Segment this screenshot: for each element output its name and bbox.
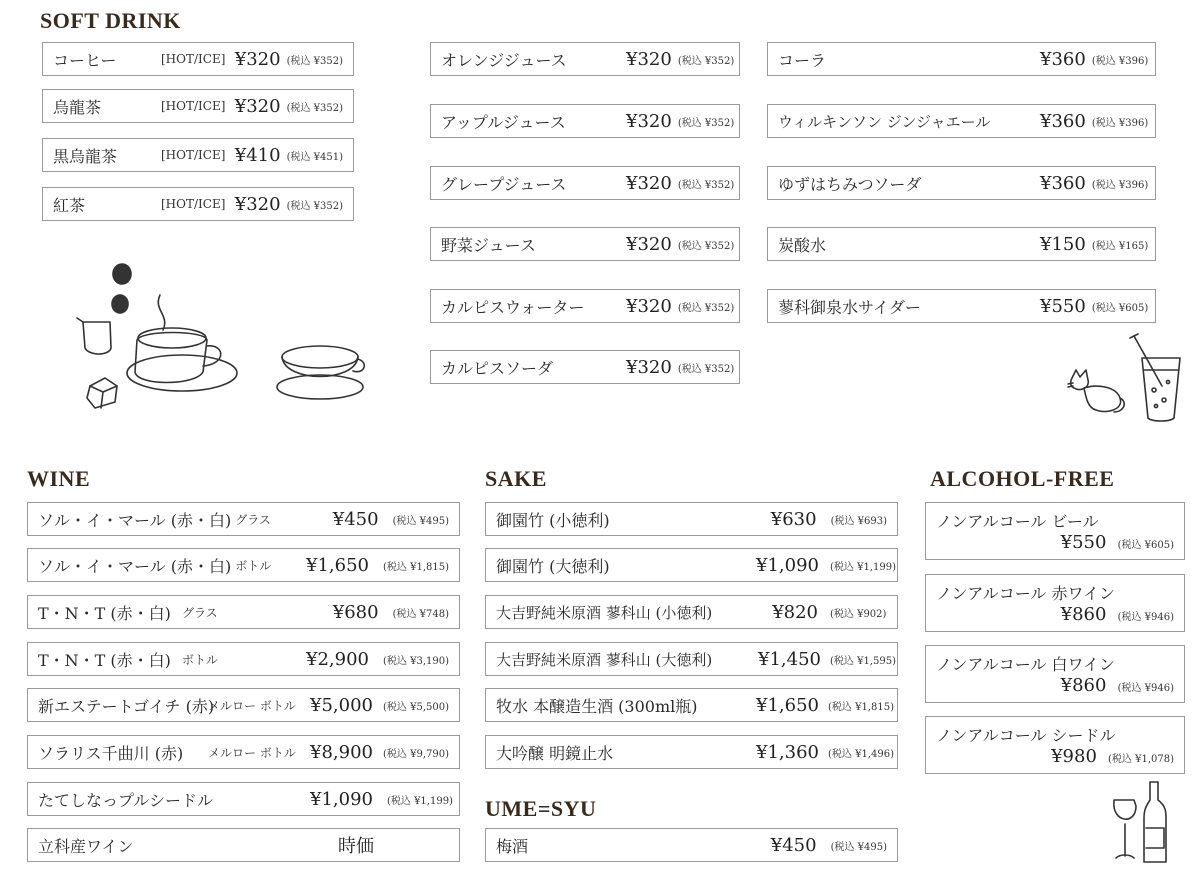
item-name: アップルジュース — [441, 112, 566, 132]
coffee-set-icon — [75, 260, 245, 420]
item-tax-price: (税込 ¥902) — [830, 608, 887, 620]
item-name: 黒烏龍茶 — [53, 146, 118, 166]
menu-item — [485, 595, 898, 629]
item-tax-price: (税込 ¥451) — [286, 151, 343, 163]
menu-item — [27, 548, 460, 582]
menu-item — [430, 350, 740, 384]
item-name: 大吉野純米原酒 蓼科山 (小徳利) — [496, 603, 713, 622]
item-tax-price: (税込 ¥352) — [677, 55, 735, 67]
item-tax-price: (税込 ¥1,496) — [828, 748, 894, 760]
wine-title: WINE — [27, 466, 91, 491]
item-name: 紅茶 — [53, 195, 86, 215]
item-price: ¥1,090 — [310, 788, 373, 810]
item-tax-price: (税込 ¥396) — [1091, 55, 1149, 67]
menu-item — [767, 227, 1156, 261]
item-tax-price: (税込 ¥9,790) — [383, 748, 449, 760]
item-name: ゆずはちみつソーダ — [778, 174, 922, 194]
item-name: カルピスソーダ — [441, 358, 554, 378]
menu-item — [925, 716, 1185, 774]
item-name: コーヒー — [53, 50, 117, 70]
item-option: [HOT/ICE] — [161, 52, 226, 66]
menu-item — [27, 502, 460, 536]
item-price: ¥450 — [332, 508, 379, 530]
item-name: ノンアルコール 赤ワイン — [936, 584, 1116, 603]
item-price: ¥360 — [1040, 110, 1086, 132]
item-tax-price: (税込 ¥352) — [677, 302, 735, 314]
item-name: ノンアルコール 白ワイン — [936, 655, 1116, 674]
menu-item — [430, 104, 740, 138]
item-name: T・N・T (赤・白) — [38, 650, 171, 670]
item-price-row — [936, 604, 1174, 625]
menu-item — [485, 642, 898, 676]
menu-item — [430, 166, 740, 200]
menu-item — [767, 42, 1156, 76]
menu-item — [27, 642, 460, 676]
item-tax-price: (税込 ¥396) — [1091, 179, 1149, 191]
item-price: ¥1,090 — [756, 554, 819, 576]
item-tax-price: (税込 ¥1,199) — [830, 561, 896, 573]
menu-item — [485, 735, 898, 769]
alcohol-free-title: ALCOHOL-FREE — [930, 466, 1115, 491]
item-price: ¥360 — [1040, 48, 1086, 70]
menu-item — [42, 187, 354, 221]
item-name: グレープジュース — [441, 174, 567, 194]
menu-item — [430, 289, 740, 323]
item-tax-price: (税込 ¥5,500) — [383, 701, 449, 713]
teacup-icon — [273, 335, 368, 405]
item-tax-price: (税込 ¥352) — [677, 240, 735, 252]
menu-item — [767, 289, 1156, 323]
item-price: ¥450 — [770, 834, 817, 856]
item-name: 大吉野純米原酒 蓼科山 (大徳利) — [496, 650, 713, 669]
sake-title: SAKE — [485, 466, 547, 491]
item-tax-price: (税込 ¥605) — [1117, 540, 1174, 551]
item-name: 大吟醸 明鏡止水 — [496, 743, 614, 763]
item-tax-price: (税込 ¥352) — [286, 102, 343, 114]
item-name: T・N・T (赤・白) — [38, 603, 171, 623]
ume-syu-title: UME=SYU — [485, 796, 597, 821]
menu-item — [767, 104, 1156, 138]
item-tax-price: (税込 ¥748) — [392, 608, 449, 620]
menu-item — [485, 828, 898, 862]
item-option: [HOT/ICE] — [161, 99, 226, 113]
item-price: ¥320 — [234, 48, 281, 70]
menu-item — [27, 782, 460, 816]
menu-item — [27, 828, 460, 862]
soda-glass-icon — [1128, 330, 1190, 425]
item-price-row — [936, 675, 1174, 696]
item-name: 御園竹 (小徳利) — [496, 510, 610, 530]
item-tax-price: (税込 ¥352) — [286, 200, 343, 212]
item-tax-price: (税込 ¥946) — [1117, 683, 1174, 694]
item-tax-price: (税込 ¥396) — [1091, 117, 1149, 129]
item-name: ソラリス千曲川 (赤) — [38, 743, 184, 763]
item-price: ¥360 — [1040, 172, 1086, 194]
item-price-row — [936, 532, 1174, 553]
item-name: 御園竹 (大徳利) — [496, 556, 610, 576]
menu-item — [430, 227, 740, 261]
item-name: オレンジジュース — [441, 50, 567, 70]
item-price: ¥860 — [1060, 604, 1107, 625]
item-name: 蓼科御泉水サイダー — [778, 297, 921, 317]
item-name: コーラ — [778, 50, 827, 70]
item-size: グラス — [182, 605, 218, 620]
item-tax-price: (税込 ¥946) — [1117, 612, 1174, 623]
item-name: ノンアルコール シードル — [936, 726, 1116, 745]
wine-glass-bottle-icon — [1108, 778, 1170, 870]
menu-item — [42, 138, 354, 172]
item-name: ソル・イ・マール (赤・白) — [38, 556, 232, 576]
item-name: ソル・イ・マール (赤・白) — [38, 510, 232, 530]
item-size: ボトル — [235, 558, 272, 573]
item-price: ¥320 — [626, 48, 672, 70]
item-tax-price: (税込 ¥605) — [1091, 302, 1149, 314]
item-price: ¥630 — [770, 508, 817, 530]
item-name: カルピスウォーター — [441, 297, 585, 317]
item-price: ¥320 — [626, 356, 672, 378]
item-option: [HOT/ICE] — [161, 197, 226, 211]
item-price: ¥680 — [332, 601, 379, 623]
item-price: ¥2,900 — [306, 648, 370, 670]
item-price: ¥1,360 — [756, 741, 819, 763]
menu-item — [485, 688, 898, 722]
item-name: ノンアルコール ビール — [936, 512, 1099, 531]
menu-item — [27, 688, 460, 722]
item-tax-price: (税込 ¥693) — [830, 515, 887, 527]
item-name: 烏龍茶 — [53, 97, 102, 117]
menu-item — [767, 166, 1156, 200]
item-name: 野菜ジュース — [441, 235, 536, 255]
item-price: ¥150 — [1040, 233, 1086, 255]
item-tax-price: (税込 ¥352) — [677, 363, 735, 375]
item-price: ¥820 — [772, 601, 818, 623]
item-price: ¥860 — [1060, 675, 1107, 696]
menu-item — [925, 645, 1185, 703]
menu-item — [27, 595, 460, 629]
item-price: ¥5,000 — [310, 694, 374, 716]
item-price: ¥410 — [234, 144, 281, 166]
item-tax-price: (税込 ¥352) — [677, 179, 735, 191]
item-price: ¥1,650 — [756, 694, 819, 716]
item-price: ¥320 — [626, 110, 672, 132]
item-name: 炭酸水 — [778, 235, 827, 255]
item-price: ¥320 — [234, 193, 281, 215]
item-tax-price: (税込 ¥1,815) — [383, 561, 449, 573]
item-tax-price: (税込 ¥495) — [392, 515, 449, 527]
item-price: 時価 — [338, 836, 374, 857]
item-price: ¥980 — [1051, 746, 1097, 767]
item-name: たてしなっプルシードル — [38, 790, 213, 810]
item-price: ¥1,650 — [306, 554, 370, 576]
item-name: 新エステートゴイチ (赤) — [38, 696, 215, 716]
item-tax-price: (税込 ¥352) — [677, 117, 735, 129]
item-size: グラス — [235, 512, 271, 527]
item-name: 牧水 本醸造生酒 (300ml瓶) — [496, 696, 698, 716]
item-price-row — [936, 746, 1174, 767]
item-name: ウィルキンソン ジンジャエール — [778, 112, 991, 131]
item-tax-price: (税込 ¥1,595) — [830, 655, 896, 667]
item-price: ¥320 — [626, 295, 672, 317]
item-size: ボトル — [182, 652, 219, 667]
item-tax-price: (税込 ¥165) — [1091, 240, 1149, 252]
item-tax-price: (税込 ¥495) — [830, 841, 887, 853]
menu-item — [485, 502, 898, 536]
item-tax-price: (税込 ¥1,815) — [828, 701, 894, 713]
item-price: ¥320 — [626, 233, 672, 255]
item-tax-price: (税込 ¥1,078) — [1108, 754, 1174, 765]
menu-item — [485, 548, 898, 582]
item-tax-price: (税込 ¥352) — [286, 55, 343, 67]
menu-item — [27, 735, 460, 769]
soft-drink-title: SOFT DRINK — [40, 8, 181, 33]
item-price: ¥550 — [1040, 295, 1086, 317]
item-tax-price: (税込 ¥1,199) — [386, 795, 453, 807]
item-price: ¥550 — [1060, 532, 1107, 553]
item-price: ¥1,450 — [758, 648, 821, 670]
item-name: 立科産ワイン — [38, 836, 134, 856]
menu-item — [925, 574, 1185, 632]
item-size: メルロー ボトル — [208, 745, 296, 760]
item-option: [HOT/ICE] — [161, 148, 226, 162]
cat-icon — [1066, 368, 1128, 416]
item-name: 梅酒 — [496, 836, 529, 856]
menu-item — [925, 502, 1185, 560]
menu-item — [430, 42, 740, 76]
item-tax-price: (税込 ¥3,190) — [383, 655, 449, 667]
item-price: ¥8,900 — [310, 741, 374, 763]
menu-item — [42, 89, 354, 123]
item-price: ¥320 — [234, 95, 281, 117]
item-price: ¥320 — [626, 172, 672, 194]
menu-item — [42, 42, 354, 76]
item-size: メルロー ボトル — [208, 698, 296, 713]
